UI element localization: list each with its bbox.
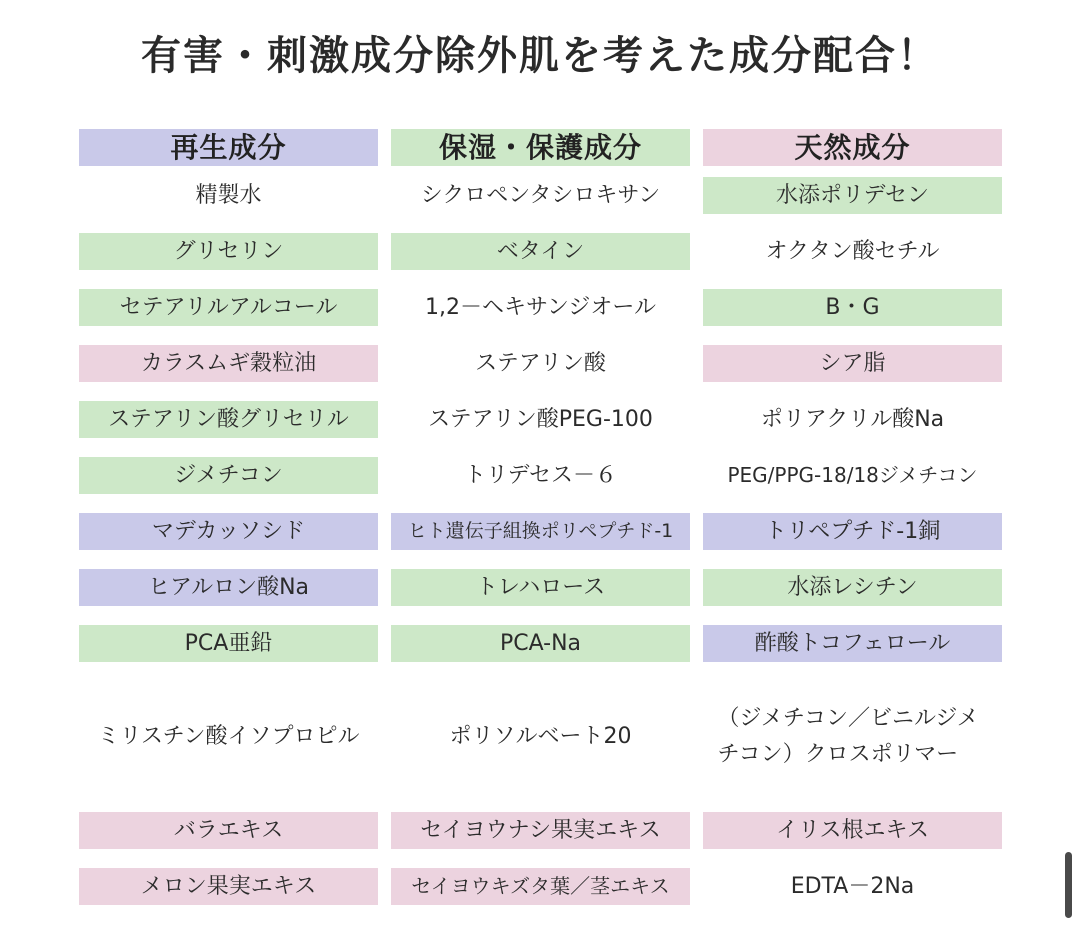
table-cell: ステアリン酸PEG-100 <box>391 401 690 438</box>
table-cell: ベタイン <box>391 233 690 270</box>
table-cell: ヒアルロン酸Na <box>79 569 378 606</box>
table-cell: メロン果実エキス <box>79 868 378 905</box>
table-cell: セイヨウナシ果実エキス <box>391 812 690 849</box>
table-cell: EDTA－2Na <box>703 868 1002 905</box>
table-cell: セテアリルアルコール <box>79 289 378 326</box>
table-cell: イリス根エキス <box>703 812 1002 849</box>
column-header-regeneration: 再生成分 <box>79 129 378 166</box>
table-cell: B・G <box>703 289 1002 326</box>
table-cell: トリデセス－６ <box>391 457 690 494</box>
table-cell: カラスムギ穀粒油 <box>79 345 378 382</box>
table-cell: PCA-Na <box>391 625 690 662</box>
table-cell: PEG/PPG-18/18ジメチコン <box>703 457 1002 494</box>
table-cell: トレハロース <box>391 569 690 606</box>
table-cell <box>703 681 1002 793</box>
table-cell: セイヨウキズタ葉／茎エキス <box>391 868 690 905</box>
table-cell: シクロペンタシロキサン <box>391 177 690 214</box>
table-cell-text: ミリスチン酸イソプロピル <box>97 724 360 749</box>
table-cell: 水添レシチン <box>703 569 1002 606</box>
table-cell: バラエキス <box>79 812 378 849</box>
table-cell-text: （ジメチコン／ビニルジメチコン）クロスポリマー <box>717 706 979 767</box>
table-cell: 酢酸トコフェロール <box>703 625 1002 662</box>
table-cell <box>391 681 690 793</box>
table-cell: トリペプチド-1銅 <box>703 513 1002 550</box>
table-cell: ステアリン酸グリセリル <box>79 401 378 438</box>
page-title: 有害・刺激成分除外肌を考えた成分配合！ <box>141 33 939 79</box>
table-cell <box>79 681 378 793</box>
ingredient-table <box>79 129 1002 924</box>
table-cell: シア脂 <box>703 345 1002 382</box>
table-cell-text: ポリソルベート20 <box>449 724 632 749</box>
scrollbar-thumb[interactable] <box>1065 852 1072 918</box>
table-cell: 精製水 <box>79 177 378 214</box>
table-cell: PCA亜鉛 <box>79 625 378 662</box>
table-cell: ジメチコン <box>79 457 378 494</box>
table-cell: ヒト遺伝子組換ポリペプチド-1 <box>391 513 690 550</box>
column-header-moisturizing: 保湿・保護成分 <box>391 129 690 166</box>
table-cell: 水添ポリデセン <box>703 177 1002 214</box>
table-cell: マデカッソシド <box>79 513 378 550</box>
table-cell: ステアリン酸 <box>391 345 690 382</box>
table-cell: 1,2－ヘキサンジオール <box>391 289 690 326</box>
table-cell: オクタン酸セチル <box>703 233 1002 270</box>
table-cell: グリセリン <box>79 233 378 270</box>
column-header-natural: 天然成分 <box>703 129 1002 166</box>
table-cell: ポリアクリル酸Na <box>703 401 1002 438</box>
